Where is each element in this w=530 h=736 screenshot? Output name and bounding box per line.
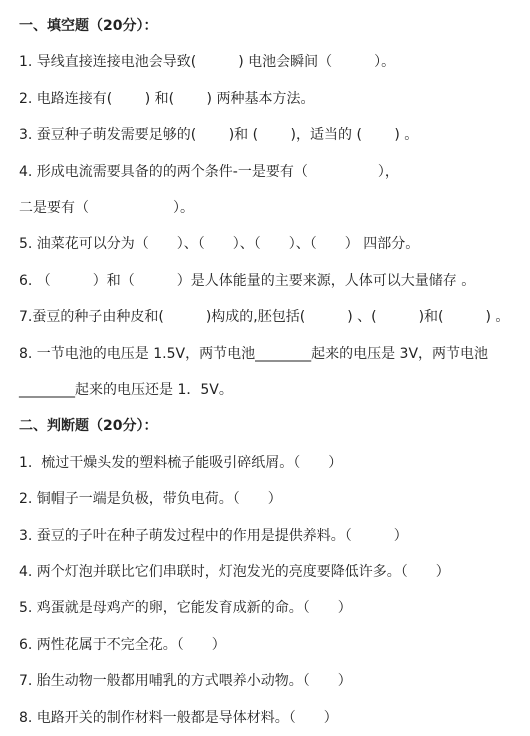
- question-fill-8-continued: ________起来的电压还是 1．5V。: [19, 382, 233, 398]
- question-judge-4: 4. 两个灯泡并联比它们串联时，灯泡发光的亮度要降低许多。（ ）: [19, 564, 450, 580]
- question-judge-5: 5. 鸡蛋就是母鸡产的卵，它能发育成新的命。（ ）: [19, 600, 352, 616]
- question-fill-4: 4. 形成电流需要具备的的两个条件-一是要有（ ），: [19, 164, 399, 180]
- question-judge-3: 3. 蚕豆的子叶在种子萌发过程中的作用是提供养料。（ ）: [19, 528, 408, 544]
- question-fill-5: 5. 油菜花可以分为（ ）、（ ）、（ ）、（ ） 四部分。: [19, 236, 420, 252]
- question-fill-1: 1. 导线直接连接电池会导致( ) 电池会瞬间（ ）。: [19, 54, 396, 70]
- question-judge-7: 7. 胎生动物一般都用哺乳的方式喂养小动物。（ ）: [19, 673, 352, 689]
- section-heading-true-false: 二、判断题（20分）：: [19, 418, 158, 434]
- question-fill-3: 3. 蚕豆种子萌发需要足够的( )和 ( )，适当的 ( ) 。: [19, 127, 419, 143]
- question-fill-8: 8. 一节电池的电压是 1.5V，两节电池________起来的电压是 3V，两节电池: [19, 346, 489, 362]
- question-judge-8: 8. 电路开关的制作材料一般都是导体材料。（ ）: [19, 710, 338, 726]
- question-fill-2: 2. 电路连接有( ) 和( ) 两种基本方法。: [19, 91, 315, 107]
- question-fill-4-continued: 二是要有（ ）。: [19, 200, 194, 216]
- question-judge-2: 2. 铜帽子一端是负极，带负电荷。（ ）: [19, 491, 282, 507]
- question-fill-7: 7.蚕豆的种子由种皮和( )构成的,胚包括( ) 、( )和( ) 。: [19, 309, 510, 325]
- question-judge-6: 6. 两性花属于不完全花。（ ）: [19, 637, 226, 653]
- question-fill-6: 6. （ ）和（ ）是人体能量的主要来源，人体可以大量储存 。: [19, 273, 476, 289]
- section-heading-fill-in: 一、填空题（20分）：: [19, 18, 158, 34]
- question-judge-1: 1. 梳过干燥头发的塑料梳子能吸引碎纸屑。（ ）: [19, 455, 343, 471]
